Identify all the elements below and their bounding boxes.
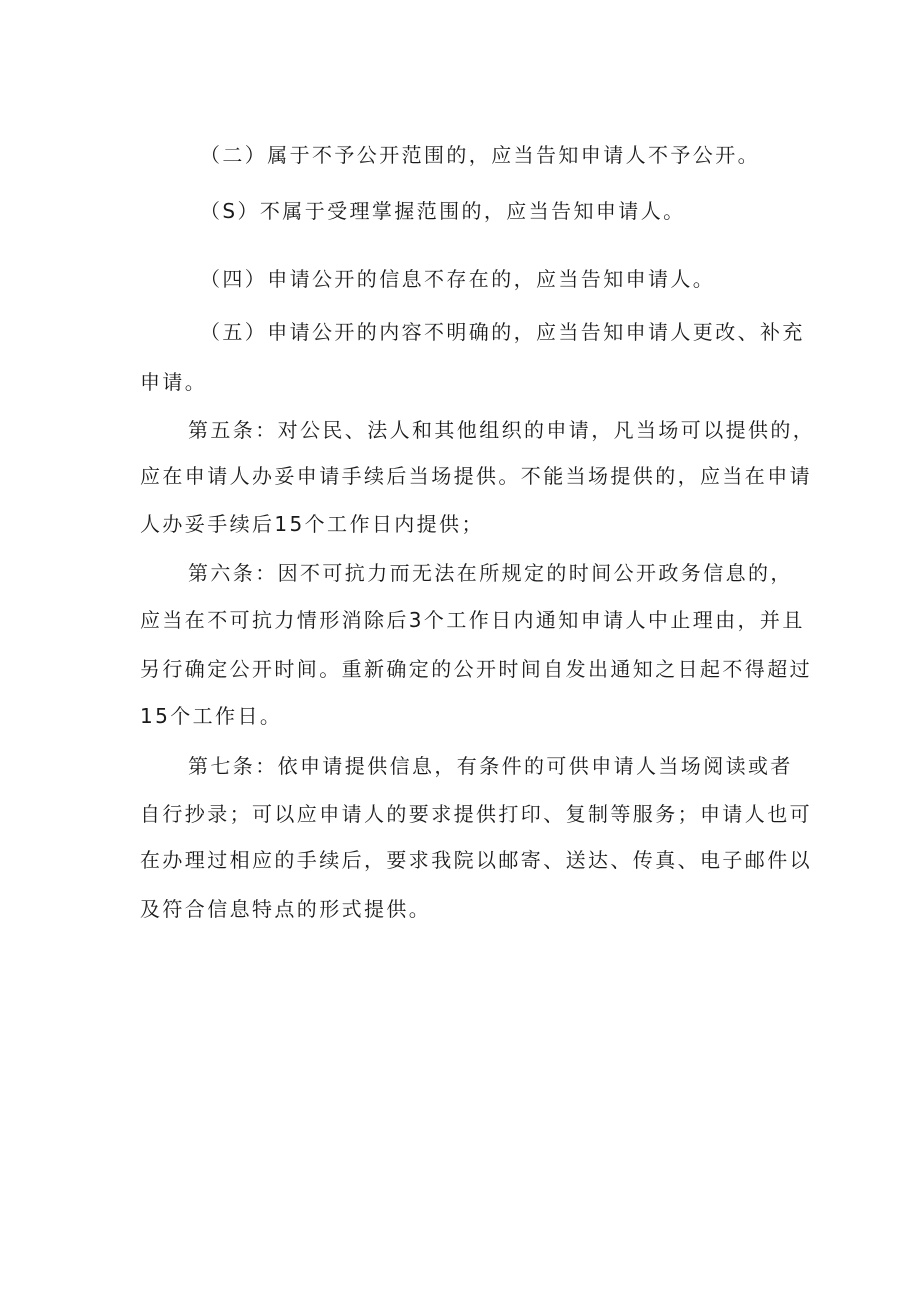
text-line-9: 第六条：因不可抗力而无法在所规定的时间公开政务信息的， — [188, 561, 793, 585]
text-line-10: 应当在不可抗力情形消除后3个工作日内通知申请人中止理由，并且 — [140, 608, 805, 632]
text-line-6: 第五条：对公民、法人和其他组织的申请，凡当场可以提供的， — [188, 418, 816, 442]
text-line-8: 人办妥手续后15个工作日内提供； — [140, 512, 484, 536]
text-line-7: 应在申请人办妥申请手续后当场提供。不能当场提供的，应当在申请 — [140, 464, 812, 488]
text-line-1: （二）属于不予公开范围的，应当告知申请人不予公开。 — [200, 143, 760, 167]
text-line-16: 及符合信息特点的形式提供。 — [140, 897, 432, 921]
text-line-5: 申请。 — [140, 370, 208, 394]
text-line-15: 在办理过相应的手续后，要求我院以邮寄、送达、传真、电子邮件以 — [140, 848, 812, 872]
text-line-11: 另行确定公开时间。重新确定的公开时间自发出通知之日起不得超过 — [140, 657, 812, 681]
text-line-12: 15个工作日。 — [140, 704, 283, 728]
text-line-4: （五）申请公开的内容不明确的，应当告知申请人更改、补充 — [200, 320, 805, 344]
text-line-2: （S）不属于受理掌握范围的，应当告知申请人。 — [200, 199, 686, 223]
text-line-14: 自行抄录；可以应申请人的要求提供打印、复制等服务；申请人也可 — [140, 802, 812, 826]
text-line-3: （四）申请公开的信息不存在的，应当告知申请人。 — [200, 267, 716, 291]
text-line-13: 第七条：依申请提供信息，有条件的可供申请人当场阅读或者 — [188, 754, 793, 778]
